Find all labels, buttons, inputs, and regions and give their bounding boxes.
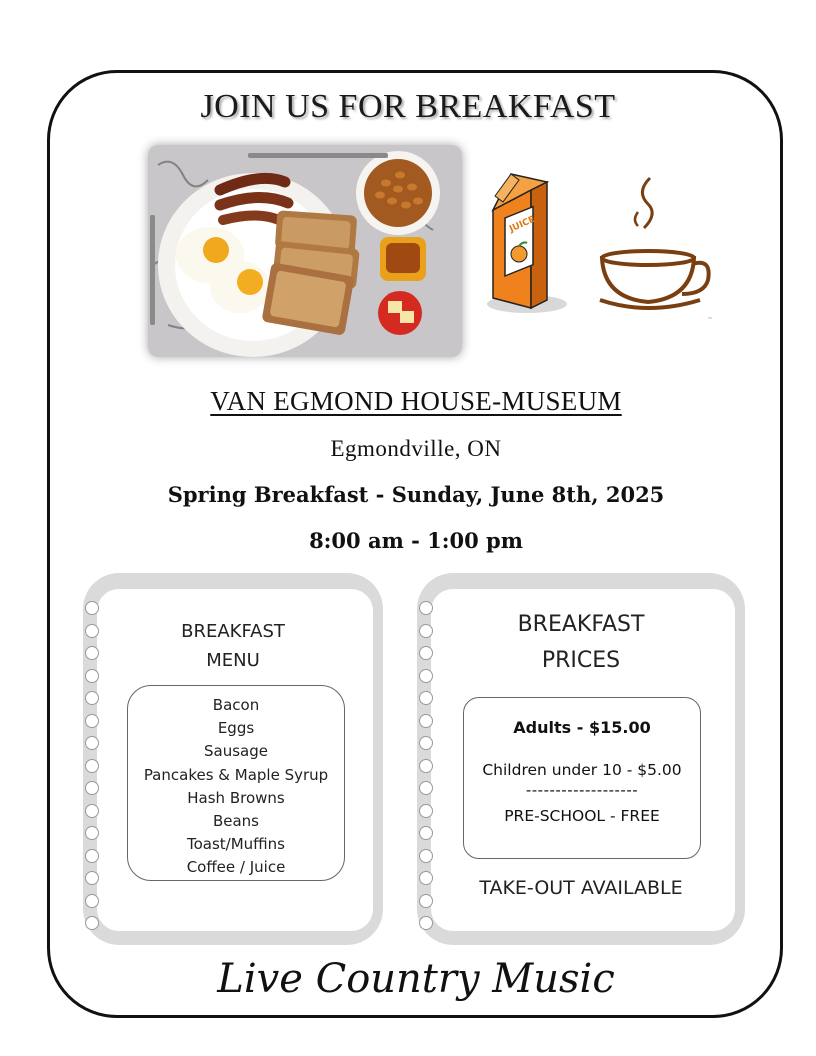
menu-heading	[83, 617, 383, 675]
prices-heading-line1: BREAKFAST	[517, 612, 645, 637]
venue-location: Egmondville, ON	[330, 436, 502, 461]
menu-heading-line1: BREAKFAST	[181, 621, 285, 642]
juice-label: JUICE	[508, 214, 537, 235]
takeout-note: TAKE-OUT AVAILABLE	[479, 877, 683, 899]
live-music-banner: Live Country Music	[217, 956, 615, 1002]
prices-heading	[417, 607, 745, 679]
event-date: Spring Breakfast - Sunday, June 8th, 2025	[167, 482, 665, 507]
venue-name: VAN EGMOND HOUSE-MUSEUM	[210, 386, 622, 416]
price-divider: -------------------	[525, 781, 639, 799]
coffee-cup-icon	[592, 172, 712, 322]
menu-item: Sausage	[204, 742, 268, 761]
flyer-title: JOIN US FOR BREAKFAST	[200, 88, 616, 125]
prices-card	[417, 573, 745, 945]
menu-item: Toast/Muffins	[186, 835, 285, 854]
menu-item: Coffee / Juice	[186, 858, 286, 877]
menu-list	[127, 685, 345, 881]
price-children: Children under 10 - $5.00	[482, 761, 682, 779]
price-list	[463, 697, 701, 859]
menu-card	[83, 573, 383, 945]
prices-heading-line2: PRICES	[541, 648, 621, 673]
price-adults: Adults - $15.00	[513, 718, 651, 737]
menu-item: Hash Browns	[187, 788, 285, 807]
menu-item: Beans	[212, 812, 260, 831]
price-preschool: PRE-SCHOOL - FREE	[504, 807, 660, 825]
menu-heading-line2: MENU	[206, 650, 260, 671]
menu-item: Bacon	[212, 696, 260, 714]
menu-item: Pancakes & Maple Syrup	[143, 765, 329, 784]
juice-carton-icon	[485, 172, 575, 322]
menu-item: Eggs	[217, 719, 255, 738]
breakfast-photo	[148, 145, 462, 357]
event-hours: 8:00 am - 1:00 pm	[309, 528, 523, 553]
